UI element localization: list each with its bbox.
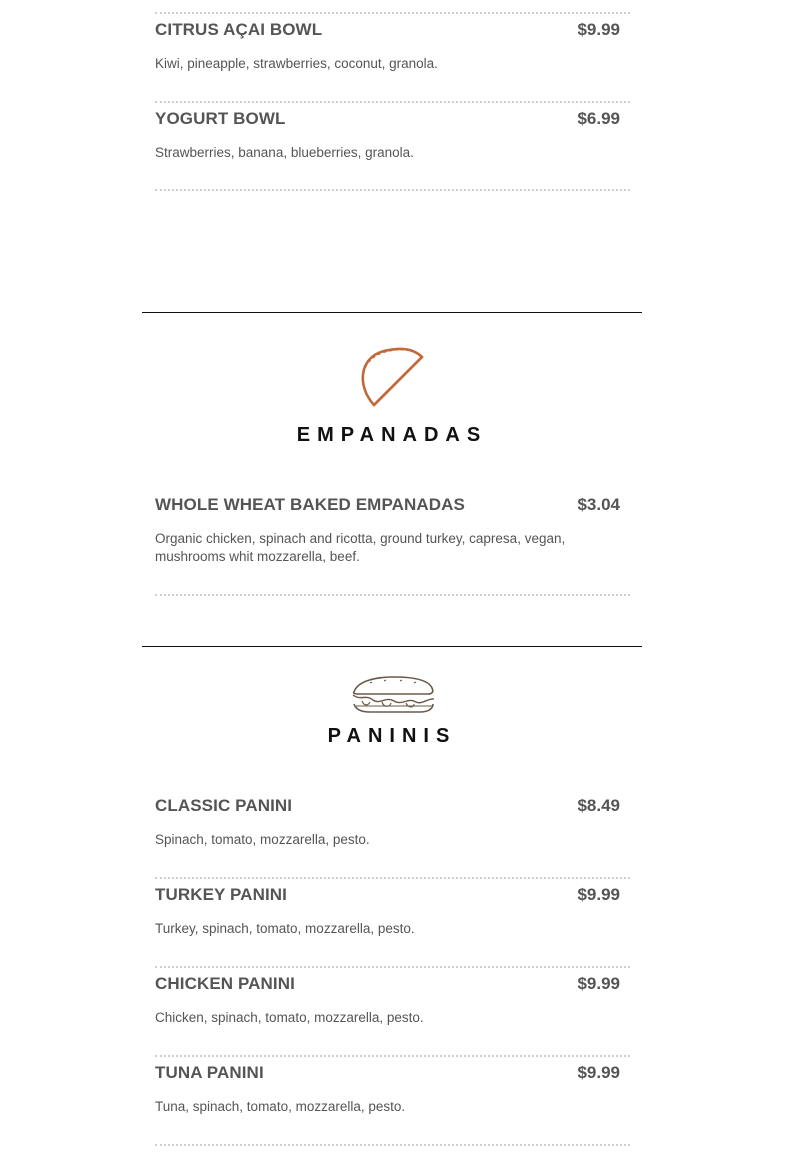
divider-dotted bbox=[155, 1144, 630, 1146]
menu-item-whole-wheat-empanadas bbox=[155, 495, 630, 566]
divider-dotted bbox=[155, 101, 630, 103]
divider-dotted bbox=[155, 1055, 630, 1057]
item-description: Spinach, tomato, mozzarella, pesto. bbox=[155, 832, 370, 847]
item-name: TUNA PANINI bbox=[155, 1063, 264, 1082]
divider-dotted bbox=[155, 12, 630, 14]
item-name: CLASSIC PANINI bbox=[155, 796, 293, 815]
item-description: Kiwi, pineapple, strawberries, coconut, granola. bbox=[155, 56, 438, 71]
item-price: $9.99 bbox=[577, 20, 620, 39]
menu-item-chicken-panini bbox=[155, 974, 630, 1027]
section-divider bbox=[142, 646, 642, 647]
divider-dotted bbox=[155, 877, 630, 879]
item-price: $6.99 bbox=[577, 109, 620, 128]
item-name: YOGURT BOWL bbox=[155, 109, 286, 128]
item-price: $9.99 bbox=[577, 1063, 620, 1082]
menu-item-citrus-acai-bowl bbox=[155, 20, 630, 73]
item-name: CITRUS AÇAI BOWL bbox=[155, 20, 323, 39]
menu-item-yogurt-bowl bbox=[155, 109, 630, 162]
empanada-icon bbox=[358, 345, 426, 411]
item-price: $9.99 bbox=[577, 974, 620, 993]
menu-item-turkey-panini bbox=[155, 885, 630, 938]
divider-dotted bbox=[155, 966, 630, 968]
item-name: CHICKEN PANINI bbox=[155, 974, 295, 993]
menu-item-classic-panini bbox=[155, 796, 630, 849]
divider-dotted bbox=[155, 189, 630, 191]
menu-item-tuna-panini bbox=[155, 1063, 630, 1116]
item-price: $8.49 bbox=[577, 796, 620, 815]
item-description: Organic chicken, spinach and ricotta, ground turkey, capresa, vegan, mushrooms whit mozzarella, beef. bbox=[155, 531, 566, 564]
section-title-paninis: PANINIS bbox=[327, 725, 457, 747]
divider-dotted bbox=[155, 594, 630, 596]
section-title-empanadas: EMPANADAS bbox=[296, 424, 488, 446]
item-description: Chicken, spinach, tomato, mozzarella, pesto. bbox=[155, 1010, 424, 1025]
section-divider bbox=[142, 312, 642, 313]
item-name: TURKEY PANINI bbox=[155, 885, 287, 904]
item-price: $9.99 bbox=[577, 885, 620, 904]
item-price: $3.04 bbox=[577, 495, 620, 514]
item-description: Strawberries, banana, blueberries, granola. bbox=[155, 145, 414, 160]
item-description: Tuna, spinach, tomato, mozzarella, pesto. bbox=[155, 1099, 406, 1114]
item-name: WHOLE WHEAT BAKED EMPANADAS bbox=[155, 495, 465, 514]
sandwich-icon bbox=[348, 674, 438, 718]
item-description: Turkey, spinach, tomato, mozzarella, pesto. bbox=[155, 921, 415, 936]
